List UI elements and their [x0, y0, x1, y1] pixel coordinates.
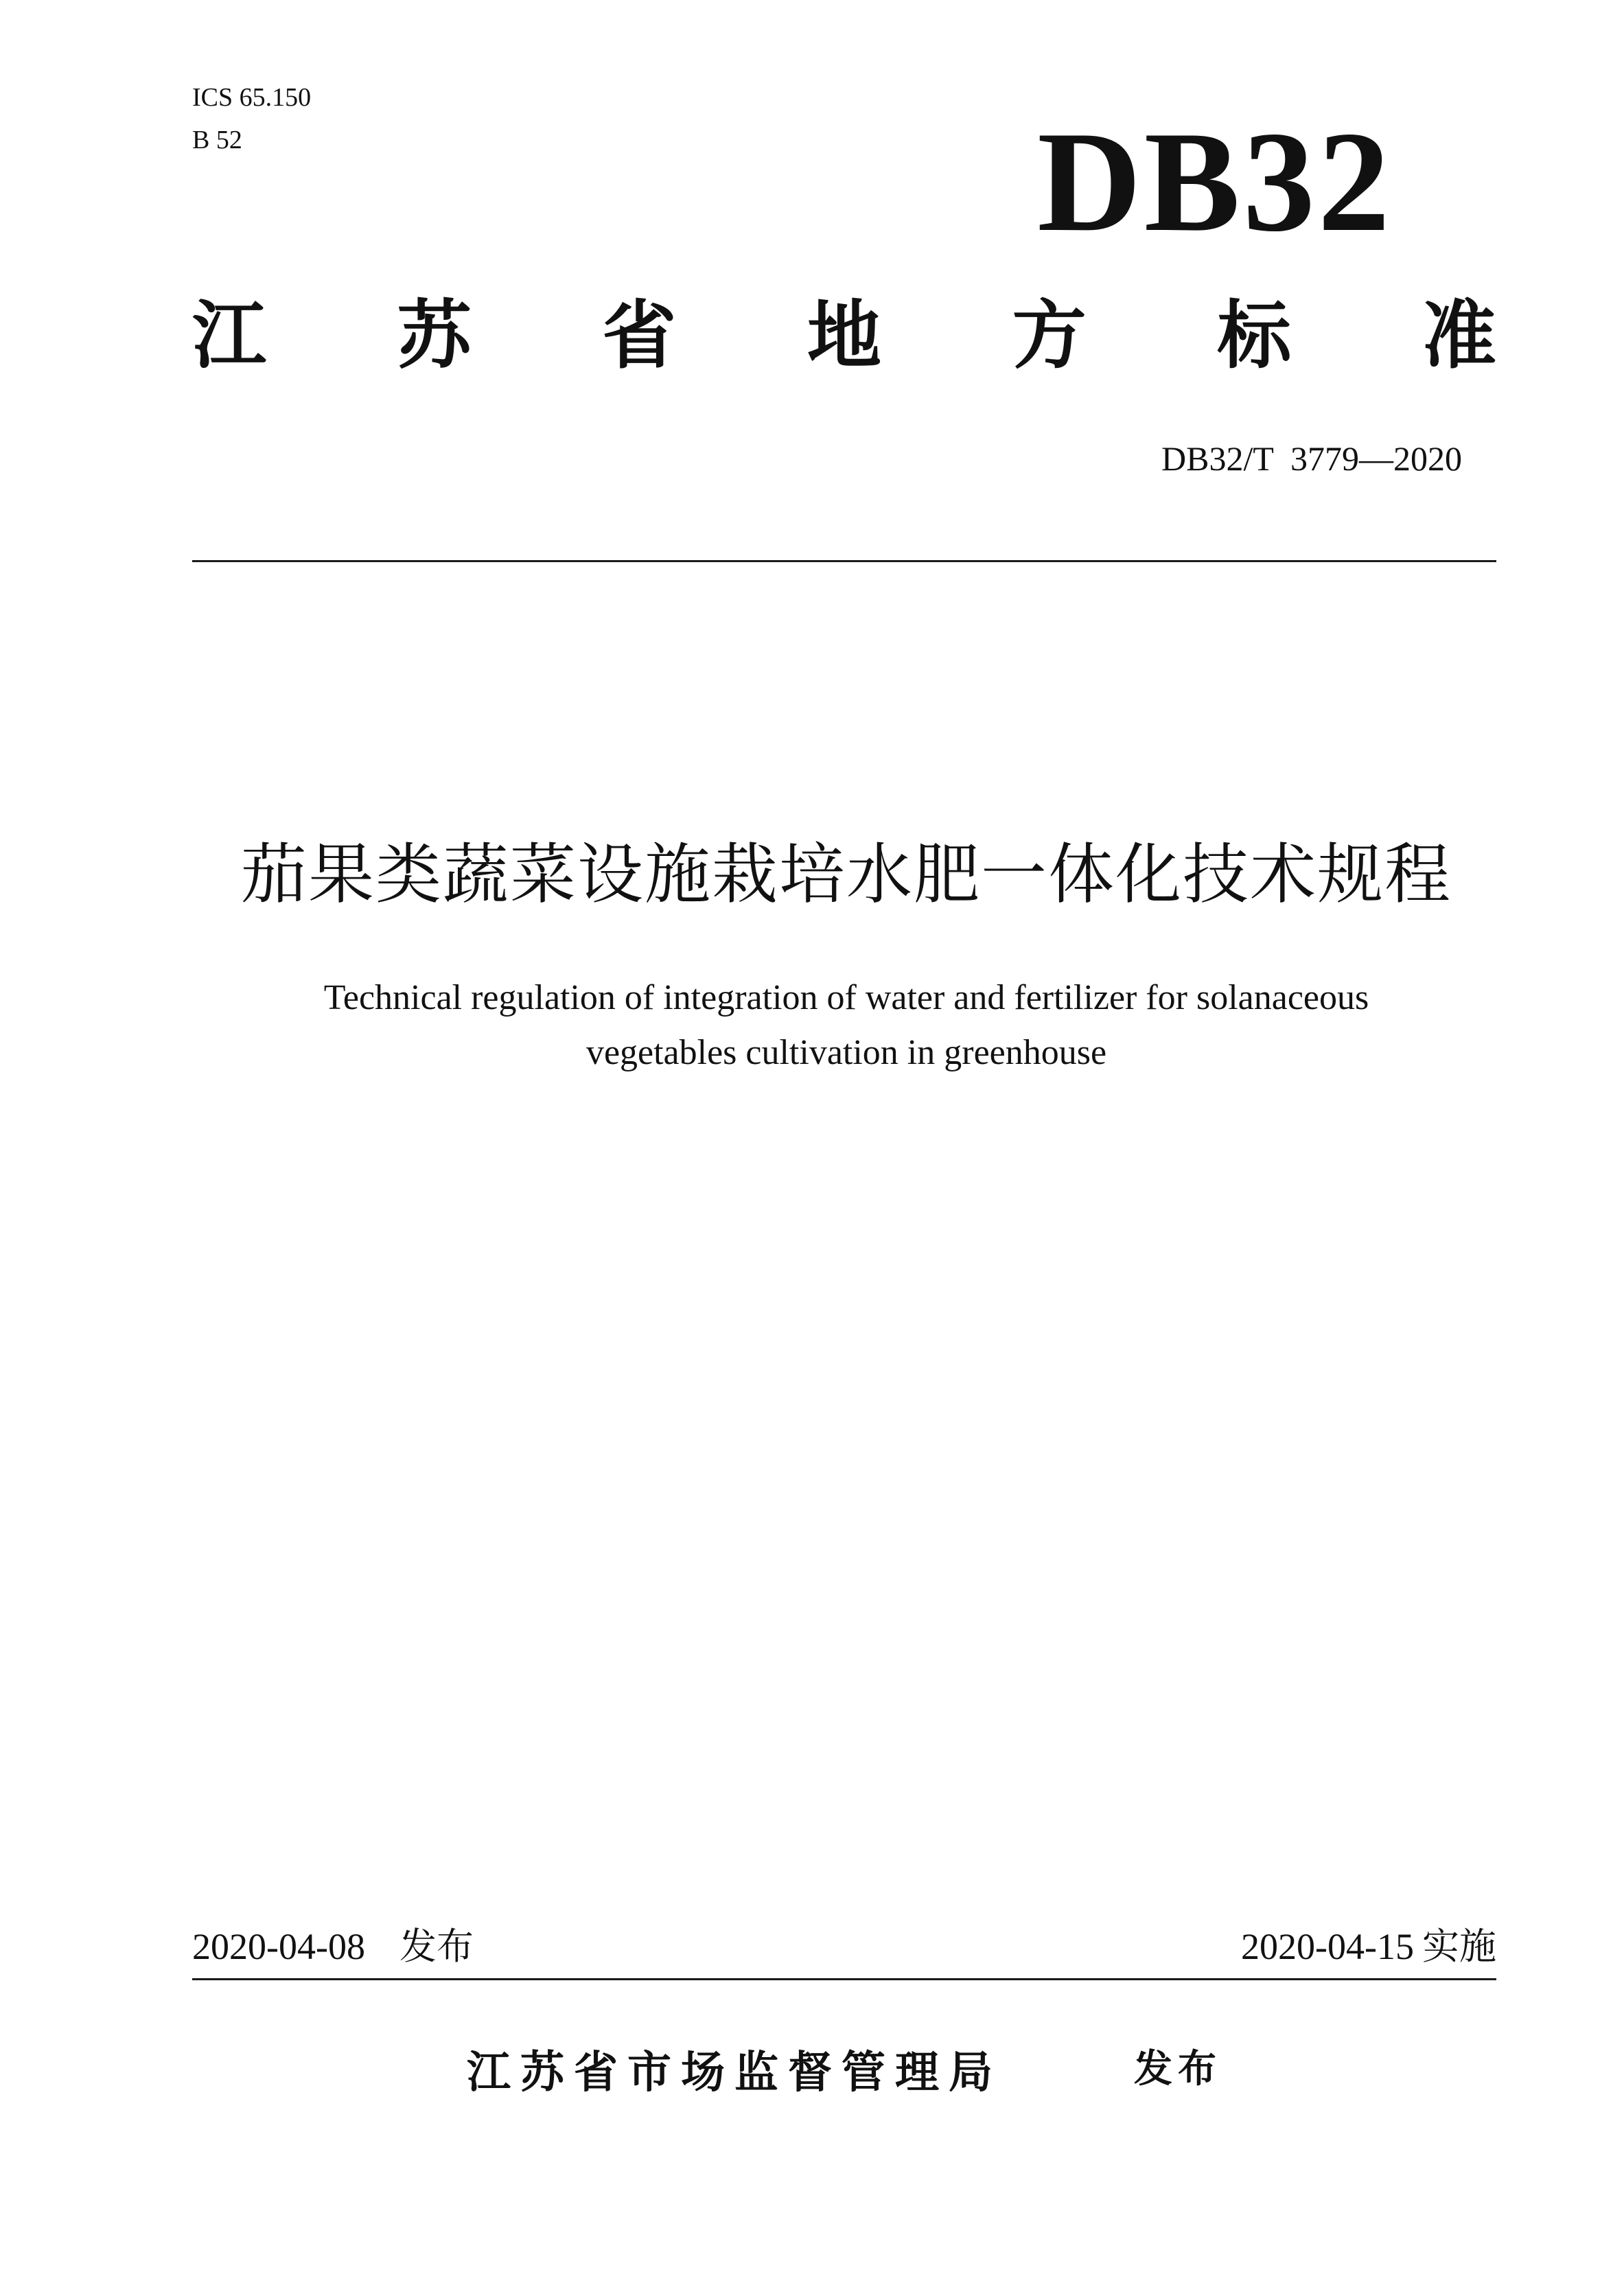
category-char: 苏: [397, 293, 472, 379]
standard-category: [192, 295, 1496, 378]
category-char: 方: [1012, 293, 1087, 379]
category-char: 省: [602, 293, 677, 379]
category-char: 标: [1217, 293, 1292, 379]
ccs-code: B 52: [192, 126, 242, 154]
issue-date: 2020-04-08: [192, 1926, 365, 1967]
standard-number: DB32/T 3779—2020: [1161, 439, 1462, 478]
category-char: 江: [192, 293, 267, 379]
publish-label: 发布: [1134, 2047, 1222, 2091]
issuing-authority: 江苏省市场监督管理局: [467, 2048, 1002, 2098]
title-english-line-1: Technical regulation of integration of water and fertilizer for solanaceous: [323, 978, 1369, 1017]
issue-label: 发布: [399, 1925, 474, 1968]
top-divider: [192, 560, 1496, 562]
ics-code: ICS 65.150: [192, 83, 312, 112]
category-char: 地: [807, 293, 881, 379]
category-char: 准: [1422, 293, 1496, 379]
db-logo: DB32: [1037, 102, 1393, 262]
implement-label: 实施: [1422, 1925, 1496, 1968]
implement-date: 2020-04-15: [1241, 1926, 1414, 1967]
issue-date-row: [192, 1922, 474, 1971]
title-chinese: 茄果类蔬菜设施栽培水肥一体化技术规程: [241, 836, 1452, 913]
title-english-line-2: vegetables cultivation in greenhouse: [585, 1033, 1107, 1072]
implement-date-row: [1030, 1922, 1496, 1971]
bottom-divider: [192, 1978, 1496, 1980]
